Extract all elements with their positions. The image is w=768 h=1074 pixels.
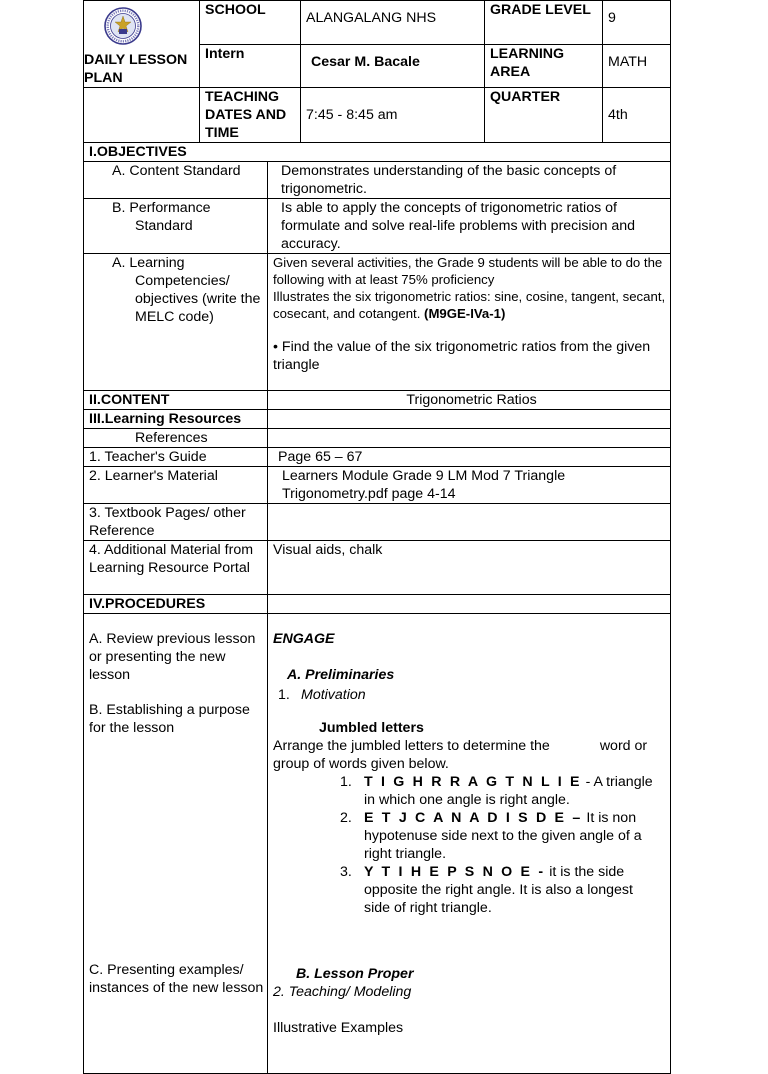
- procedures-heading-blank: [268, 595, 671, 614]
- dates-value: 7:45 - 8:45 am: [301, 88, 485, 143]
- lesson-proper-heading: B. Lesson Proper: [296, 966, 414, 982]
- list-item: [340, 773, 654, 809]
- area-value: MATH: [603, 44, 671, 88]
- jumbled-title: Jumbled letters: [319, 720, 424, 736]
- content-standard-label: A. Content Standard: [84, 162, 268, 199]
- competency-label-line1: A. Learning: [112, 255, 185, 271]
- item-separator: -: [581, 774, 594, 790]
- jumbled-instruction-b: word or group of words given below.: [273, 738, 648, 772]
- body-table: [83, 142, 671, 1074]
- item-description: It is non hypotenuse side next to the given angle of a right triangle.: [364, 810, 642, 862]
- learners-material-value: Learners Module Grade 9 LM Mod 7 Triangle Trigonometry.pdf page 4-14: [268, 467, 671, 504]
- item-body: [364, 773, 654, 809]
- additional-material-value: Visual aids, chalk: [268, 541, 671, 595]
- item-number: 3.: [340, 864, 352, 880]
- jumbled-word: Y T I H E P S N O E -: [364, 864, 546, 880]
- item-description: it is the side opposite the right angle. It is also a longest side of right triangle.: [364, 864, 633, 916]
- competency-ratios: [273, 288, 670, 322]
- performance-standard-text: Is able to apply the concepts of trigonometric ratios of formulate and solve real-life problems with precision and accuracy.: [268, 199, 671, 254]
- teachers-guide-label: 1. Teacher's Guide: [84, 448, 268, 467]
- header-blank-cell: [84, 88, 200, 143]
- references-label: References: [84, 429, 268, 448]
- item-body: [364, 809, 654, 863]
- intern-value: Cesar M. Bacale: [301, 44, 485, 88]
- deped-seal-icon: [104, 7, 142, 45]
- grade-label: GRADE LEVEL: [485, 1, 603, 45]
- list-item: [340, 809, 654, 863]
- motivation-line: [273, 686, 670, 704]
- school-value: ALANGALANG NHS: [301, 1, 485, 45]
- jumbled-word: T I G H R R A G T N L I E: [364, 774, 582, 790]
- references-blank: [268, 429, 671, 448]
- resources-heading-blank: [268, 410, 671, 429]
- performance-label-line1: B. Performance: [112, 200, 211, 216]
- performance-standard-label: [84, 199, 268, 254]
- list-item: [340, 863, 654, 917]
- area-label: LEARNING AREA: [485, 44, 603, 88]
- performance-label-line2: Standard: [135, 218, 193, 234]
- illustrative-examples: Illustrative Examples: [273, 1020, 404, 1036]
- quarter-label: QUARTER: [485, 88, 603, 143]
- logo-cell: [84, 1, 200, 88]
- procedures-heading: IV.PROCEDURES: [84, 595, 268, 614]
- purpose-label: B. Establishing a purpose for the lesson: [89, 702, 250, 736]
- competency-label-line2: Competencies/ objectives (write the MELC code): [135, 273, 261, 325]
- preliminaries-heading: A. Preliminaries: [287, 667, 395, 683]
- competency-label: [84, 254, 268, 391]
- content-value: Trigonometric Ratios: [268, 391, 671, 410]
- header-table: [83, 0, 671, 143]
- content-heading: II.CONTENT: [84, 391, 268, 410]
- jumbled-instruction: [273, 737, 670, 773]
- procedures-labels: [84, 614, 268, 1074]
- competency-intro: Given several activities, the Grade 9 students will be able to do the following with at least 75% proficiency: [273, 255, 663, 287]
- examples-label: C. Presenting examples/ instances of the new lesson: [89, 962, 264, 996]
- competency-bullet: • Find the value of the six trigonometric ratios from the given triangle: [273, 339, 651, 373]
- jumbled-word: E T J C A N A D I S D E –: [364, 810, 583, 826]
- procedures-content: [268, 614, 671, 1074]
- motivation-text: Motivation: [301, 687, 366, 703]
- competency-ratios-text: Illustrates the six trigonometric ratios: sine, cosine, tangent, secant, cosecant, and cotangent.: [273, 289, 666, 321]
- engage-heading: ENGAGE: [273, 631, 335, 647]
- additional-material-label: 4. Additional Material from Learning Resource Portal: [84, 541, 268, 595]
- textbook-value-blank: [268, 504, 671, 541]
- school-label: SCHOOL: [200, 1, 301, 45]
- teaching-modeling: 2. Teaching/ Modeling: [273, 984, 412, 1000]
- item-number: 1.: [340, 774, 352, 790]
- textbook-label: 3. Textbook Pages/ other Reference: [84, 504, 268, 541]
- content-standard-text: Demonstrates understanding of the basic concepts of trigonometric.: [268, 162, 671, 199]
- melc-code: (M9GE-IVa-1): [424, 306, 506, 321]
- item-body: [364, 863, 654, 917]
- intern-label: Intern: [200, 44, 301, 88]
- review-label: A. Review previous lesson or presenting the new lesson: [89, 631, 256, 683]
- item-description: A triangle in which one angle is right angle.: [364, 774, 653, 808]
- jumbled-list: [273, 773, 670, 917]
- motivation-number: 1.: [278, 687, 290, 703]
- quarter-value: 4th: [603, 88, 671, 143]
- item-number: 2.: [340, 810, 352, 826]
- dates-label: TEACHING DATES AND TIME: [200, 88, 301, 143]
- objectives-heading: I.OBJECTIVES: [84, 143, 671, 162]
- jumbled-instruction-a: Arrange the jumbled letters to determine the: [273, 738, 550, 754]
- teachers-guide-value: Page 65 – 67: [268, 448, 671, 467]
- lesson-plan-table: [83, 0, 670, 1036]
- learners-material-label: 2. Learner's Material: [84, 467, 268, 504]
- resources-heading: III.Learning Resources: [84, 410, 268, 429]
- grade-value: 9: [603, 1, 671, 45]
- doc-title: DAILY LESSON PLAN: [84, 52, 188, 86]
- competency-text: [268, 254, 671, 391]
